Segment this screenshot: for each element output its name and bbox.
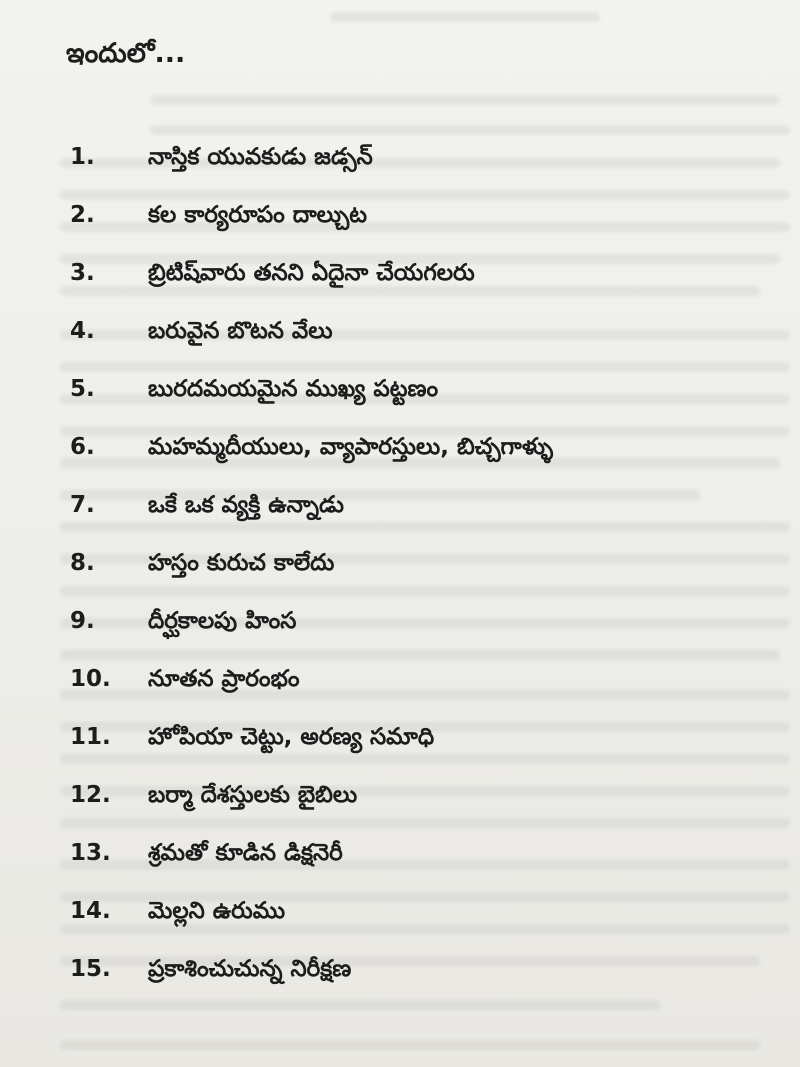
toc-item xyxy=(0,717,800,757)
chapter-title: నూతన ప్రారంభం xyxy=(148,666,300,692)
chapter-number: 8. xyxy=(70,550,95,576)
chapter-number: 9. xyxy=(70,608,95,634)
chapter-title: మెల్లని ఉరుము xyxy=(148,898,286,924)
chapter-title: బురదమయమైన ముఖ్య పట్టణం xyxy=(148,376,439,402)
toc-item xyxy=(0,427,800,467)
chapter-title: నాస్తిక యువకుడు జడ్సన్ xyxy=(148,144,373,170)
toc-item xyxy=(0,311,800,351)
toc-item xyxy=(0,369,800,409)
chapter-title: కల కార్యరూపం దాల్చుట xyxy=(148,202,368,228)
toc-item xyxy=(0,253,800,293)
chapter-number: 13. xyxy=(70,840,111,866)
chapter-number: 12. xyxy=(70,782,111,808)
chapter-number: 14. xyxy=(70,898,111,924)
chapter-title: శ్రమతో కూడిన డిక్షనెరీ xyxy=(148,840,343,866)
chapter-number: 15. xyxy=(70,956,111,982)
toc-item xyxy=(0,659,800,699)
chapter-number: 2. xyxy=(70,202,95,228)
chapter-title: దీర్ఘకాలపు హింస xyxy=(148,608,297,634)
chapter-title: ఒకే ఒక వ్యక్తి ఉన్నాడు xyxy=(148,492,344,518)
toc-item xyxy=(0,833,800,873)
chapter-number: 3. xyxy=(70,260,95,286)
toc-item xyxy=(0,891,800,931)
toc-item xyxy=(0,543,800,583)
chapter-title: బర్మా దేశస్తులకు బైబిలు xyxy=(148,782,358,808)
chapter-number: 4. xyxy=(70,318,95,344)
toc-item xyxy=(0,137,800,177)
chapter-title: ప్రకాశించుచున్న నిరీక్షణ xyxy=(148,956,352,982)
chapter-number: 5. xyxy=(70,376,95,402)
chapter-title: హోపియా చెట్టు, అరణ్య సమాధి xyxy=(148,724,435,750)
chapter-title: బ్రిటిష్‌వారు తనని ఏదైనా చేయగలరు xyxy=(148,260,475,286)
toc-item xyxy=(0,195,800,235)
chapter-title: మహమ్మదీయులు, వ్యాపారస్తులు, బిచ్చగాళ్ళు xyxy=(148,434,554,460)
chapter-number: 11. xyxy=(70,724,111,750)
chapter-number: 10. xyxy=(70,666,111,692)
chapter-number: 7. xyxy=(70,492,95,518)
chapter-title: హస్తం కురుచ కాలేదు xyxy=(148,550,335,576)
chapter-title: బరువైన బొటన వేలు xyxy=(148,318,333,344)
toc-item xyxy=(0,601,800,641)
toc-item xyxy=(0,949,800,989)
contents-heading: ఇందులో... xyxy=(66,38,186,69)
toc-item xyxy=(0,485,800,525)
chapter-number: 1. xyxy=(70,144,95,170)
chapter-number: 6. xyxy=(70,434,95,460)
toc-item xyxy=(0,775,800,815)
